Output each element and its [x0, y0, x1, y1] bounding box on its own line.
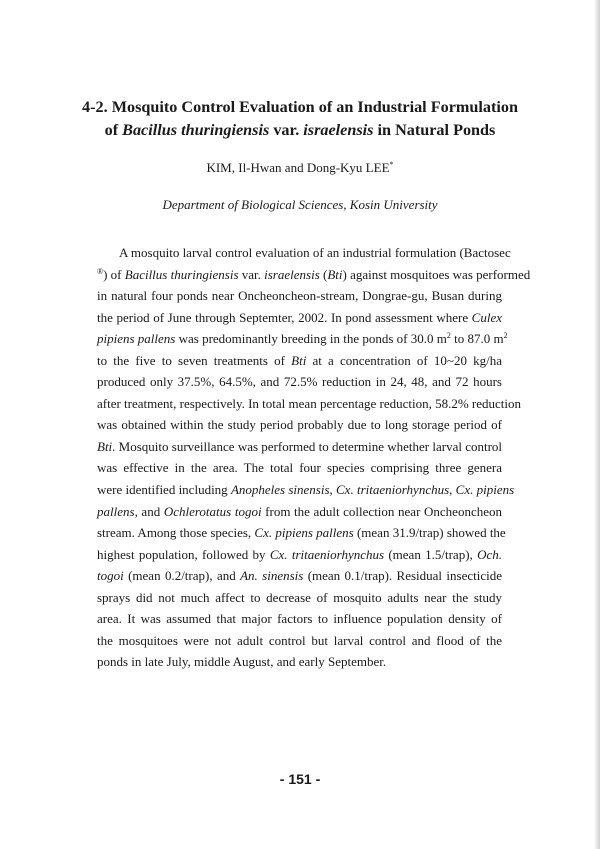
abstract-line: in natural four ponds near Oncheoncheon-stream, Dongrae-gu, Busan during [97, 288, 502, 304]
abstract-line: pipiens pallens was predominantly breeding in the ponds of 30.0 $m^2$ to 87.0 $m^2$ [97, 331, 508, 347]
page-number: - 151 - [279, 771, 321, 787]
abstract-line: area. It was assumed that major factors to influence population density of [97, 611, 502, 627]
title-text: of [104, 121, 123, 139]
abstract-line: highest population, followed by Cx. tritaeniorhynchus (mean 1.5/trap), Och. [97, 546, 503, 562]
abstract-line: Bti. Mosquito surveillance was performed to determine whether larval control [97, 438, 503, 454]
abstract-body [97, 242, 531, 673]
title-text: var. [269, 121, 304, 139]
abstract-line: ®) of Bacillus thuringiensis var. israelensis (Bti) against mosquitoes was performed [97, 266, 531, 282]
abstract-line: the period of June through Septemter, 2002. In pond assessment where Culex [97, 309, 502, 325]
title-line-2 [40, 119, 560, 142]
abstract-line: sprays did not much affect to decrease of mosquito adults near the study [97, 589, 502, 605]
corresponding-mark: * [389, 160, 394, 169]
variety-name: israelensis [303, 121, 374, 139]
abstract-line: were identified including Anopheles sinensis, Cx. tritaeniorhynchus, Cx. pipiens [97, 482, 515, 498]
species-name: Bacillus thuringiensis [122, 121, 270, 139]
abstract-line: pallens, and Ochlerotatus togoi from the adult collection near Oncheoncheon [97, 503, 502, 519]
registered-mark: ® [97, 266, 104, 276]
abstract-line: after treatment, respectively. In total mean percentage reduction, 58.2% reduction [97, 395, 521, 411]
abstract-line: was obtained within the study period probably due to long storage period of [97, 417, 502, 433]
paper-title [40, 96, 560, 142]
title-line-1: 4-2. Mosquito Control Evaluation of an Industrial Formulation [82, 98, 518, 116]
page-edge-shadow [594, 0, 600, 849]
abstract-line: produced only 37.5%, 64.5%, and 72.5% reduction in 24, 48, and 72 hours [97, 374, 502, 390]
authors [40, 160, 560, 176]
abstract-line: the mosquitoes were not adult control but larval control and flood of the [97, 632, 502, 648]
author-names: KIM, Il-Hwan and Dong-Kyu LEE [206, 160, 390, 175]
abstract-line: togoi (mean 0.2/trap), and An. sinensis (mean 0.1/trap). Residual insecticide [97, 568, 502, 584]
affiliation: Department of Biological Sciences, Kosin University [162, 197, 438, 212]
abstract-line: ponds in late July, middle August, and early September. [97, 654, 387, 670]
abstract-line: stream. Among those species, Cx. pipiens pallens (mean 31.9/trap) showed the [97, 525, 506, 541]
abstract-line: A mosquito larval control evaluation of an industrial formulation (Bactosec [119, 245, 511, 260]
abstract-line: to the five to seven treatments of Bti at a concentration of 10~20 kg/ha [97, 352, 503, 368]
abstract-line: was effective in the area. The total four species comprising three genera [97, 460, 502, 476]
title-text: in Natural Ponds [373, 121, 496, 139]
